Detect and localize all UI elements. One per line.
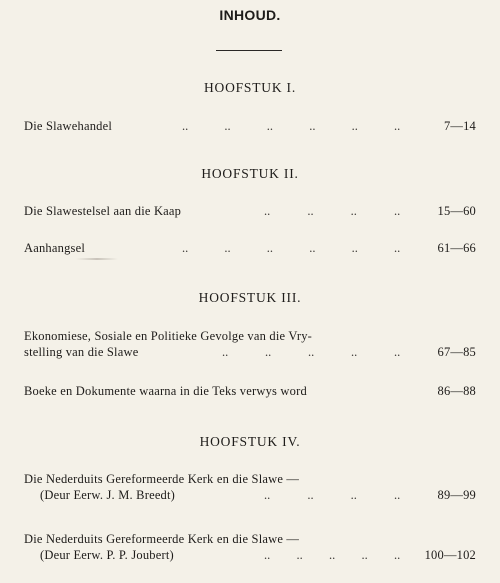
title-divider <box>216 50 282 51</box>
paper-smudge <box>76 258 118 260</box>
toc-entry-title: Die Slawehandel <box>24 119 113 133</box>
toc-entry-slawehandel: Die Slawehandel .. .. .. .. .. .. 7—14 <box>24 119 476 133</box>
toc-entry-pages: 7—14 <box>443 119 476 133</box>
toc-entry-title: Ekonomiese, Sosiale en Politieke Gevolge van die Vry- <box>24 329 313 343</box>
toc-entry-pages: 89—99 <box>437 488 476 502</box>
toc-entry-title: Boeke en Dokumente waarna in die Teks verwys word <box>24 384 307 398</box>
toc-entry-ng-kerk-joubert: Die Nederduits Gereformeerde Kerk en die Slawe — (Deur Eerw. P. P. Joubert) .. .. .. .. .. 100—102 <box>24 532 476 562</box>
toc-entry-pages: 67—85 <box>437 345 476 359</box>
toc-entry-ekonomiese-gevolge: Ekonomiese, Sosiale en Politieke Gevolge van die Vry- stelling van die Slawe .. .. .. .. .. 67—85 <box>24 329 476 359</box>
toc-entry-author: (Deur Eerw. J. M. Breedt) <box>40 488 176 502</box>
toc-entry-pages: 15—60 <box>437 204 476 218</box>
toc-entry-boeke-en-dokumente <box>24 383 476 399</box>
toc-entry-title-continued: stelling van die Slawe <box>24 345 139 359</box>
page-title: INHOUD. <box>219 7 281 23</box>
toc-entry-title: Aanhangsel <box>24 241 86 255</box>
toc-entry-ng-kerk-breedt: Die Nederduits Gereformeerde Kerk en die Slawe — (Deur Eerw. J. M. Breedt) .. .. .. .. 89—99 <box>24 472 476 502</box>
toc-entry-title: Die Nederduits Gereformeerde Kerk en die Slawe — <box>24 472 300 486</box>
toc-entry-title: Die Slawestelsel aan die Kaap <box>24 204 182 218</box>
toc-entry-aanhangsel: Aanhangsel .. .. .. .. .. .. 61—66 <box>24 241 476 255</box>
toc-entry-title: Die Nederduits Gereformeerde Kerk en die Slawe — <box>24 532 300 546</box>
toc-entry-pages: 100—102 <box>424 548 476 562</box>
toc-entry-author: (Deur Eerw. P. P. Joubert) <box>40 548 174 562</box>
chapter-heading-1: HOOFSTUK I. <box>203 80 297 95</box>
chapter-heading-3: HOOFSTUK III. <box>198 290 302 305</box>
chapter-heading-2: HOOFSTUK II. <box>201 166 299 181</box>
toc-entry-pages: 61—66 <box>437 241 476 255</box>
chapter-heading-4: HOOFSTUK IV. <box>199 434 301 449</box>
toc-entry-pages: 86—88 <box>437 384 476 398</box>
toc-entry-slawestelsel: Die Slawestelsel aan die Kaap .. .. .. .. 15—60 <box>24 204 476 218</box>
